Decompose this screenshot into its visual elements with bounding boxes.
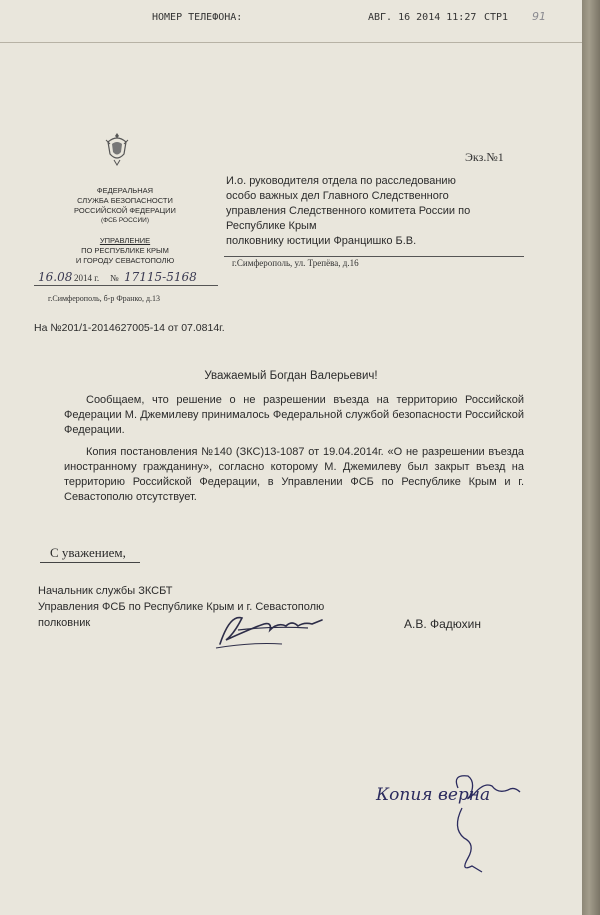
dept-line-1: УПРАВЛЕНИЕ (99, 236, 151, 245)
header-divider (0, 42, 582, 43)
salutation: Уважаемый Богдан Валерьевич! (204, 370, 378, 382)
dept-line-2: ПО РЕСПУБЛИКЕ КРЫМ (81, 246, 169, 255)
fax-date-time: АВГ. 16 2014 11:27 (368, 12, 477, 23)
paragraph-2: Копия постановления №140 (ЗКС)13-1087 от 19.04.2014г. «О не разрешении въезда иностранному гражданину», согласно которому М. Джемилеву был закрыт въезд на территорию Российской Федерации, в Управлении ФСБ по Республике Крым и г. Севастополю отсутствует. (64, 446, 524, 503)
handwritten-note-text: Копия верна (376, 785, 491, 805)
department-name (40, 236, 210, 266)
recipient-line-2: особо важных дел Главного Следственного (226, 190, 449, 202)
rank: полковник (38, 617, 91, 629)
registration-year: 2014 г. (74, 273, 100, 283)
recipient-line-1: И.о. руководителя отдела по расследованию (226, 175, 456, 187)
registration-underline (34, 285, 218, 286)
recipient-line-4: Республике Крым (226, 220, 317, 232)
regards-underline (40, 562, 140, 563)
org-line-2: СЛУЖБА БЕЗОПАСНОСТИ (77, 196, 173, 205)
registration-date: 16.08 (38, 270, 73, 284)
registration-number-label: № (110, 273, 119, 283)
fax-phone-label: НОМЕР ТЕЛЕФОНА: (152, 12, 243, 23)
handwritten-signature (212, 604, 332, 657)
page-number-mark: 91 (532, 10, 546, 23)
recipient-line-5: полковнику юстиции Францишко Б.В. (226, 235, 417, 247)
background-stack-edge (582, 0, 600, 915)
recipient-divider (224, 256, 524, 257)
recipient-address: г.Симферополь, ул. Трепёва, д.16 (232, 258, 359, 268)
position-line-1: Начальник службы ЗКСБТ (38, 585, 173, 597)
recipient-line-3: управления Следственного комитета России по (226, 205, 471, 217)
org-abbreviation: (ФСБ РОССИИ) (100, 217, 150, 224)
reference-number: На №201/1-2014627005-14 от 07.0814г. (34, 322, 225, 334)
org-line-1: ФЕДЕРАЛЬНАЯ (96, 186, 154, 195)
fsb-emblem-icon (104, 132, 130, 171)
recipient-block (226, 174, 526, 249)
handwritten-certification-note (372, 768, 532, 883)
dept-line-3: И ГОРОДУ СЕВАСТОПОЛЮ (75, 256, 175, 265)
letter-body (64, 393, 524, 505)
registration-line (34, 270, 218, 288)
signatory-name: А.В. Фадюхин (404, 617, 482, 631)
copy-number: Экз.№1 (465, 150, 504, 164)
organization-address: г.Симферополь, б-р Франко, д.13 (48, 294, 161, 303)
paragraph-1: Сообщаем, что решение о не разрешении въезда на территорию Российской Федерации М. Джемилеву принималось Федеральной службой безопасности Российской Федерации. (64, 394, 524, 436)
position-line-2: Управления ФСБ по Республике Крым и г. Севастополю (38, 601, 325, 613)
registration-number: 17115-5168 (124, 270, 197, 284)
regards: С уважением, (50, 545, 126, 560)
org-line-3: РОССИЙСКОЙ ФЕДЕРАЦИИ (74, 206, 176, 215)
fax-page: СТР1 (484, 12, 509, 23)
organization-name (40, 186, 210, 226)
